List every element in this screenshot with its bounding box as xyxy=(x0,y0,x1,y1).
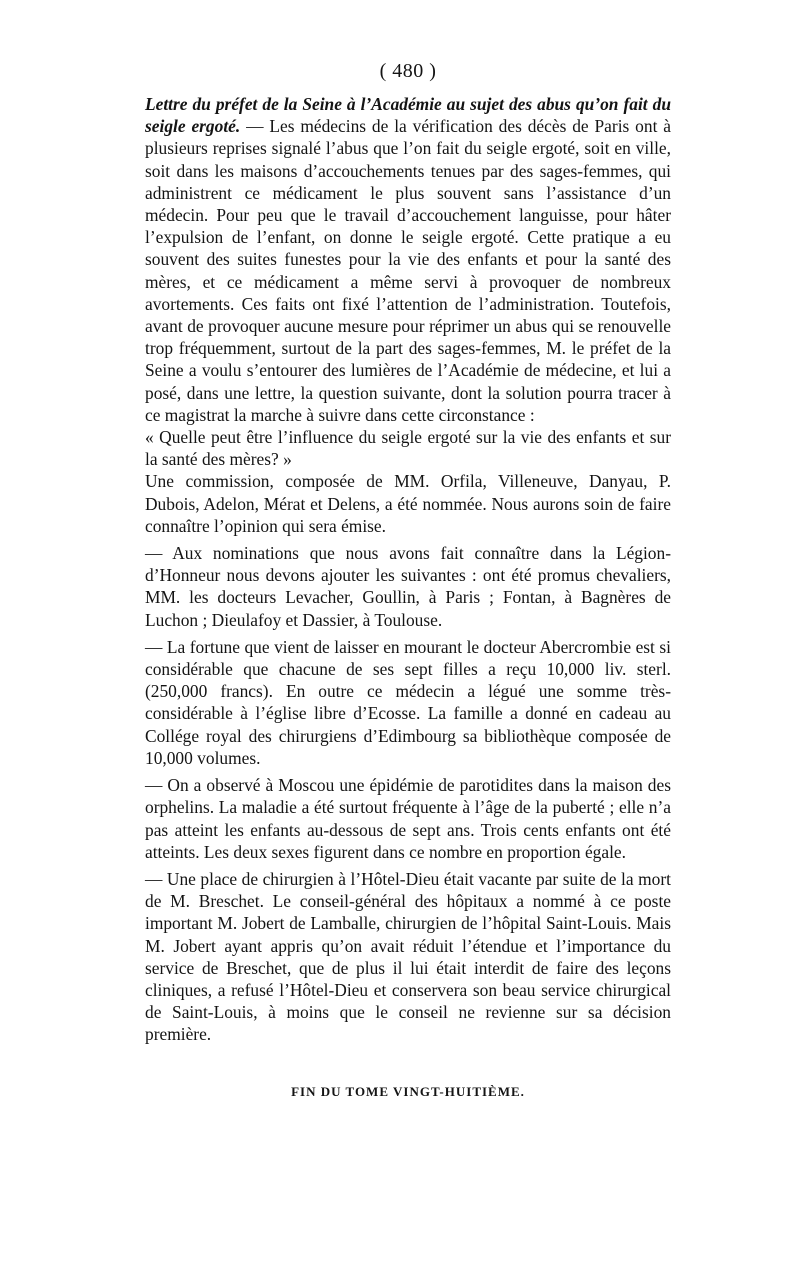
end-of-volume-mark: FIN DU TOME VINGT-HUITIÈME. xyxy=(291,1083,525,1099)
article-body: — Les médecins de la vérification des décès de Paris ont à plusieurs reprises signalé l’abus que l’on fait du seigle ergoté, soit en ville, soit dans les maisons d’accouchements tenues par des sages-femmes, qui administrent ce médicament le plus souvent sans l’assistance d’un médecin. Pour peu que le travail d’accouchement languisse, pour hâter l’expulsion de l’enfant, on donne le seigle ergoté. Cette pratique a eu souvent des suites funestes pour la vie des enfants et pour la santé des mères, et ce médicament a même servi à provoquer de nombreux avortements. Ces faits ont fixé l’attention de l’administration. Toutefois, avant de provoquer aucune mesure pour réprimer un abus qui se renouvelle trop fréquemment, surtout de la part des sages-femmes, M. le préfet de la Seine a voulu s’entourer des lumières de l’Académie de médecine, et lui a posé, dans une lettre, la question suivante, dont la solution pourra tracer à ce magistrat la marche à suivre dans cette circonstance : xyxy=(145,116,671,425)
article-title: Lettre du préfet de la Seine à l’Académie au sujet des abus qu’on fait du seigle ergoté. xyxy=(145,94,671,137)
page-number: ( 480 ) xyxy=(379,60,437,82)
page-content xyxy=(145,60,671,1100)
article-abercrombie: — La fortune que vient de laisser en mourant le docteur Abercrombie est si considérable que chacune de ses sept filles a reçu 10,000 liv. sterl. (250,000 francs). En outre ce médecin a légué une somme très-considérable à l’église libre d’Ecosse. La famille a donné en cadeau au Collége royal des chirurgiens d’Edimbourg sa bibliothèque composée de 10,000 volumes. xyxy=(145,636,671,768)
article-moscou-parotidites: — On a observé à Moscou une épidémie de parotidites dans la maison des orphelins. La maladie a été surtout fréquente à l’âge de la puberté ; elle n’a pas atteint les enfants au-dessous de sept ans. Trois cents enfants ont été atteints. Les deux sexes figurent dans ce nombre en proportion égale. xyxy=(145,775,671,862)
article-quote xyxy=(145,426,671,470)
article-quote-text: « Quelle peut être l’influence du seigle ergoté sur la vie des enfants et sur la santé des mères? » xyxy=(145,427,671,470)
article-seigle-ergote xyxy=(145,93,671,426)
article-hotel-dieu: — Une place de chirurgien à l’Hôtel-Dieu était vacante par suite de la mort de M. Breschet. Le conseil-général des hôpitaux a nommé à ce poste important M. Jobert de Lamballe, chirurgien de l’hôpital Saint-Louis. Mais M. Jobert ayant appris qu’on avait réduit l’étendue et l’importance du service de Breschet, que de plus il lui était interdit de faire des leçons cliniques, a refusé l’Hôtel-Dieu et conservera son beau service chirurgical de Saint-Louis, à moins que le conseil ne revienne sur sa décision première. xyxy=(145,868,671,1045)
article-legion-honneur: — Aux nominations que nous avons fait connaître dans la Légion-d’Honneur nous devons ajouter les suivantes : ont été promus chevaliers, MM. les docteurs Levacher, Goullin, à Paris ; Fontan, à Bagnères de Luchon ; Dieulafoy et Dassier, à Toulouse. xyxy=(145,543,671,630)
article-commission: Une commission, composée de MM. Orfila, Villeneuve, Danyau, P. Dubois, Adelon, Mérat et Delens, a été nommée. Nous aurons soin de faire connaître l’opinion qui sera émise. xyxy=(145,471,671,536)
